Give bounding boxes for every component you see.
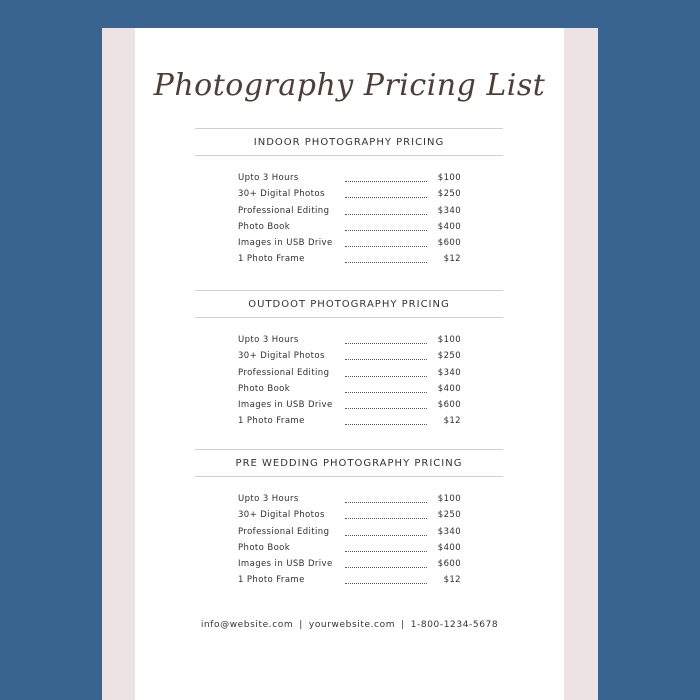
- item-price: $340: [437, 367, 461, 378]
- item-label: Upto 3 Hours: [238, 173, 299, 183]
- dot-leader: [345, 181, 427, 182]
- item-price: $600: [437, 400, 461, 411]
- sheet-content: [135, 28, 564, 700]
- price-row: [195, 557, 503, 573]
- item-label: Upto 3 Hours: [238, 335, 299, 345]
- dot-leader: [345, 343, 427, 344]
- item-price: $400: [437, 221, 461, 232]
- pricing-section-outdoor: [195, 290, 503, 431]
- item-label: Professional Editing: [238, 367, 330, 378]
- pricing-section-indoor: [195, 128, 503, 269]
- item-label: 30+ Digital Photos: [238, 510, 325, 521]
- item-price: $250: [437, 189, 461, 200]
- price-row: [195, 252, 503, 268]
- item-label: 30+ Digital Photos: [238, 351, 325, 362]
- price-rows: [195, 171, 503, 269]
- dot-leader: [345, 214, 427, 215]
- item-price: $400: [437, 383, 461, 394]
- dot-leader: [345, 230, 427, 231]
- item-label: 1 Photo Frame: [238, 575, 305, 586]
- dot-leader: [345, 359, 427, 360]
- contact-footer: [135, 620, 564, 630]
- price-row: [195, 171, 503, 187]
- price-row: [195, 492, 503, 508]
- price-row: [195, 333, 503, 349]
- dot-leader: [345, 551, 427, 552]
- item-label: Images in USB Drive: [238, 238, 333, 249]
- footer-separator: |: [401, 620, 405, 630]
- item-label: Images in USB Drive: [238, 559, 333, 570]
- item-price: $12: [443, 575, 461, 586]
- price-row: [195, 382, 503, 398]
- price-row: [195, 398, 503, 414]
- dot-leader: [345, 392, 427, 393]
- footer-separator: |: [299, 620, 303, 630]
- price-row: [195, 366, 503, 382]
- price-row: [195, 349, 503, 365]
- dot-leader: [345, 535, 427, 536]
- price-row: [195, 541, 503, 557]
- price-list-sheet: [102, 28, 598, 700]
- dot-leader: [345, 502, 427, 503]
- price-row: [195, 187, 503, 203]
- footer-email: info@website.com: [200, 620, 294, 630]
- dot-leader: [345, 567, 427, 568]
- price-row: [195, 525, 503, 541]
- item-label: Upto 3 Hours: [238, 494, 299, 504]
- item-price: $12: [443, 416, 461, 427]
- item-label: Photo Book: [238, 221, 291, 232]
- footer-phone: 1-800-1234-5678: [410, 620, 499, 630]
- dot-leader: [345, 262, 427, 263]
- dot-leader: [345, 518, 427, 519]
- dot-leader: [345, 424, 427, 425]
- item-label: 1 Photo Frame: [238, 416, 305, 427]
- item-label: 30+ Digital Photos: [238, 189, 325, 200]
- pricing-section-pre-wedding: [195, 449, 503, 590]
- item-price: $100: [437, 335, 461, 345]
- item-price: $250: [437, 351, 461, 362]
- item-price: $100: [437, 173, 461, 183]
- price-row: [195, 573, 503, 589]
- price-rows: [195, 492, 503, 590]
- dot-leader: [345, 376, 427, 377]
- section-heading: PRE WEDDING PHOTOGRAPHY PRICING: [195, 449, 503, 477]
- item-label: 1 Photo Frame: [238, 254, 305, 265]
- item-price: $250: [437, 510, 461, 521]
- dot-leader: [345, 408, 427, 409]
- item-price: $12: [443, 254, 461, 265]
- item-price: $340: [437, 205, 461, 216]
- item-label: Photo Book: [238, 383, 291, 394]
- price-rows: [195, 333, 503, 431]
- dot-leader: [345, 197, 427, 198]
- price-row: [195, 508, 503, 524]
- price-row: [195, 414, 503, 430]
- section-heading: OUTDOOT PHOTOGRAPHY PRICING: [195, 290, 503, 318]
- item-price: $600: [437, 559, 461, 570]
- section-heading: INDOOR PHOTOGRAPHY PRICING: [195, 128, 503, 156]
- price-row: [195, 236, 503, 252]
- item-price: $600: [437, 238, 461, 249]
- page-title: Photography Pricing List: [153, 68, 546, 103]
- item-label: Photo Book: [238, 542, 291, 553]
- price-row: [195, 220, 503, 236]
- item-label: Professional Editing: [238, 205, 330, 216]
- item-price: $100: [437, 494, 461, 504]
- item-price: $400: [437, 542, 461, 553]
- item-price: $340: [437, 526, 461, 537]
- footer-website: yourwebsite.com: [308, 620, 396, 630]
- dot-leader: [345, 583, 427, 584]
- dot-leader: [345, 246, 427, 247]
- item-label: Images in USB Drive: [238, 400, 333, 411]
- item-label: Professional Editing: [238, 526, 330, 537]
- price-row: [195, 204, 503, 220]
